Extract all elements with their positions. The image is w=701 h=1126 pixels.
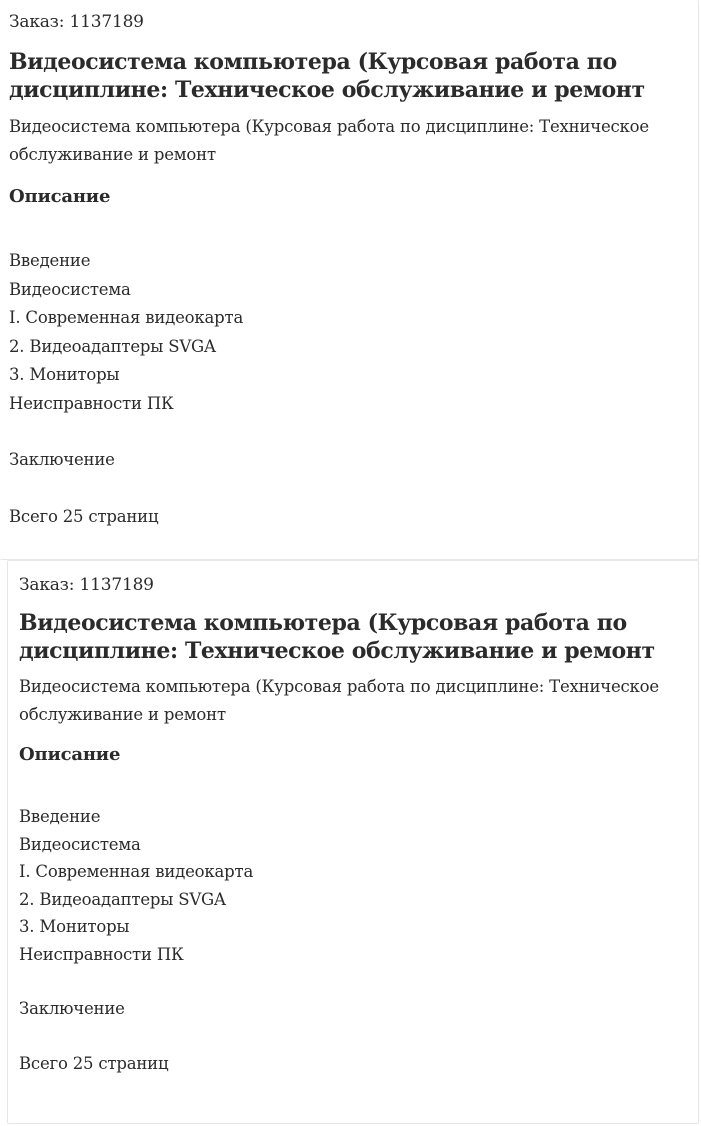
contents-item: 3. Мониторы bbox=[19, 917, 130, 936]
order-card bbox=[7, 560, 699, 1124]
contents-item: 2. Видеоадаптеры SVGA bbox=[19, 889, 226, 909]
contents-item: Введение bbox=[9, 251, 91, 270]
page-count: Всего 25 страниц bbox=[19, 1053, 169, 1073]
table-of-contents bbox=[19, 803, 688, 1077]
order-card bbox=[0, 0, 699, 560]
work-title: Видеосистема компьютера (Курсовая работа по дисциплине: Техническое обслуживание и ремонт bbox=[19, 610, 655, 664]
contents-item: I. Современная видеокарта bbox=[9, 308, 244, 327]
order-number: Заказ: 1137189 bbox=[19, 575, 154, 595]
page-count: Всего 25 страниц bbox=[9, 506, 159, 526]
work-title: Видеосистема компьютера (Курсовая работа по дисциплине: Техническое обслуживание и ремонт bbox=[9, 49, 645, 103]
contents-item: Заключение bbox=[9, 450, 115, 469]
description-heading: Описание bbox=[9, 186, 111, 207]
order-number: Заказ: 1137189 bbox=[9, 12, 144, 32]
contents-item: Заключение bbox=[19, 999, 125, 1018]
contents-item: I. Современная видеокарта bbox=[19, 862, 254, 881]
contents-item: 3. Мониторы bbox=[9, 365, 120, 384]
table-of-contents bbox=[9, 247, 688, 531]
contents-item: Неисправности ПК bbox=[9, 393, 174, 413]
work-summary: Видеосистема компьютера (Курсовая работа по дисциплине: Техническое обслуживание и ремонт bbox=[9, 117, 649, 164]
contents-item: Неисправности ПК bbox=[19, 944, 184, 964]
work-summary: Видеосистема компьютера (Курсовая работа по дисциплине: Техническое обслуживание и ремонт bbox=[19, 677, 659, 724]
contents-item: Видеосистема bbox=[19, 834, 141, 854]
contents-item: Введение bbox=[19, 807, 101, 826]
contents-item: Видеосистема bbox=[9, 279, 131, 299]
contents-item: 2. Видеоадаптеры SVGA bbox=[9, 336, 216, 356]
description-heading: Описание bbox=[19, 744, 121, 765]
